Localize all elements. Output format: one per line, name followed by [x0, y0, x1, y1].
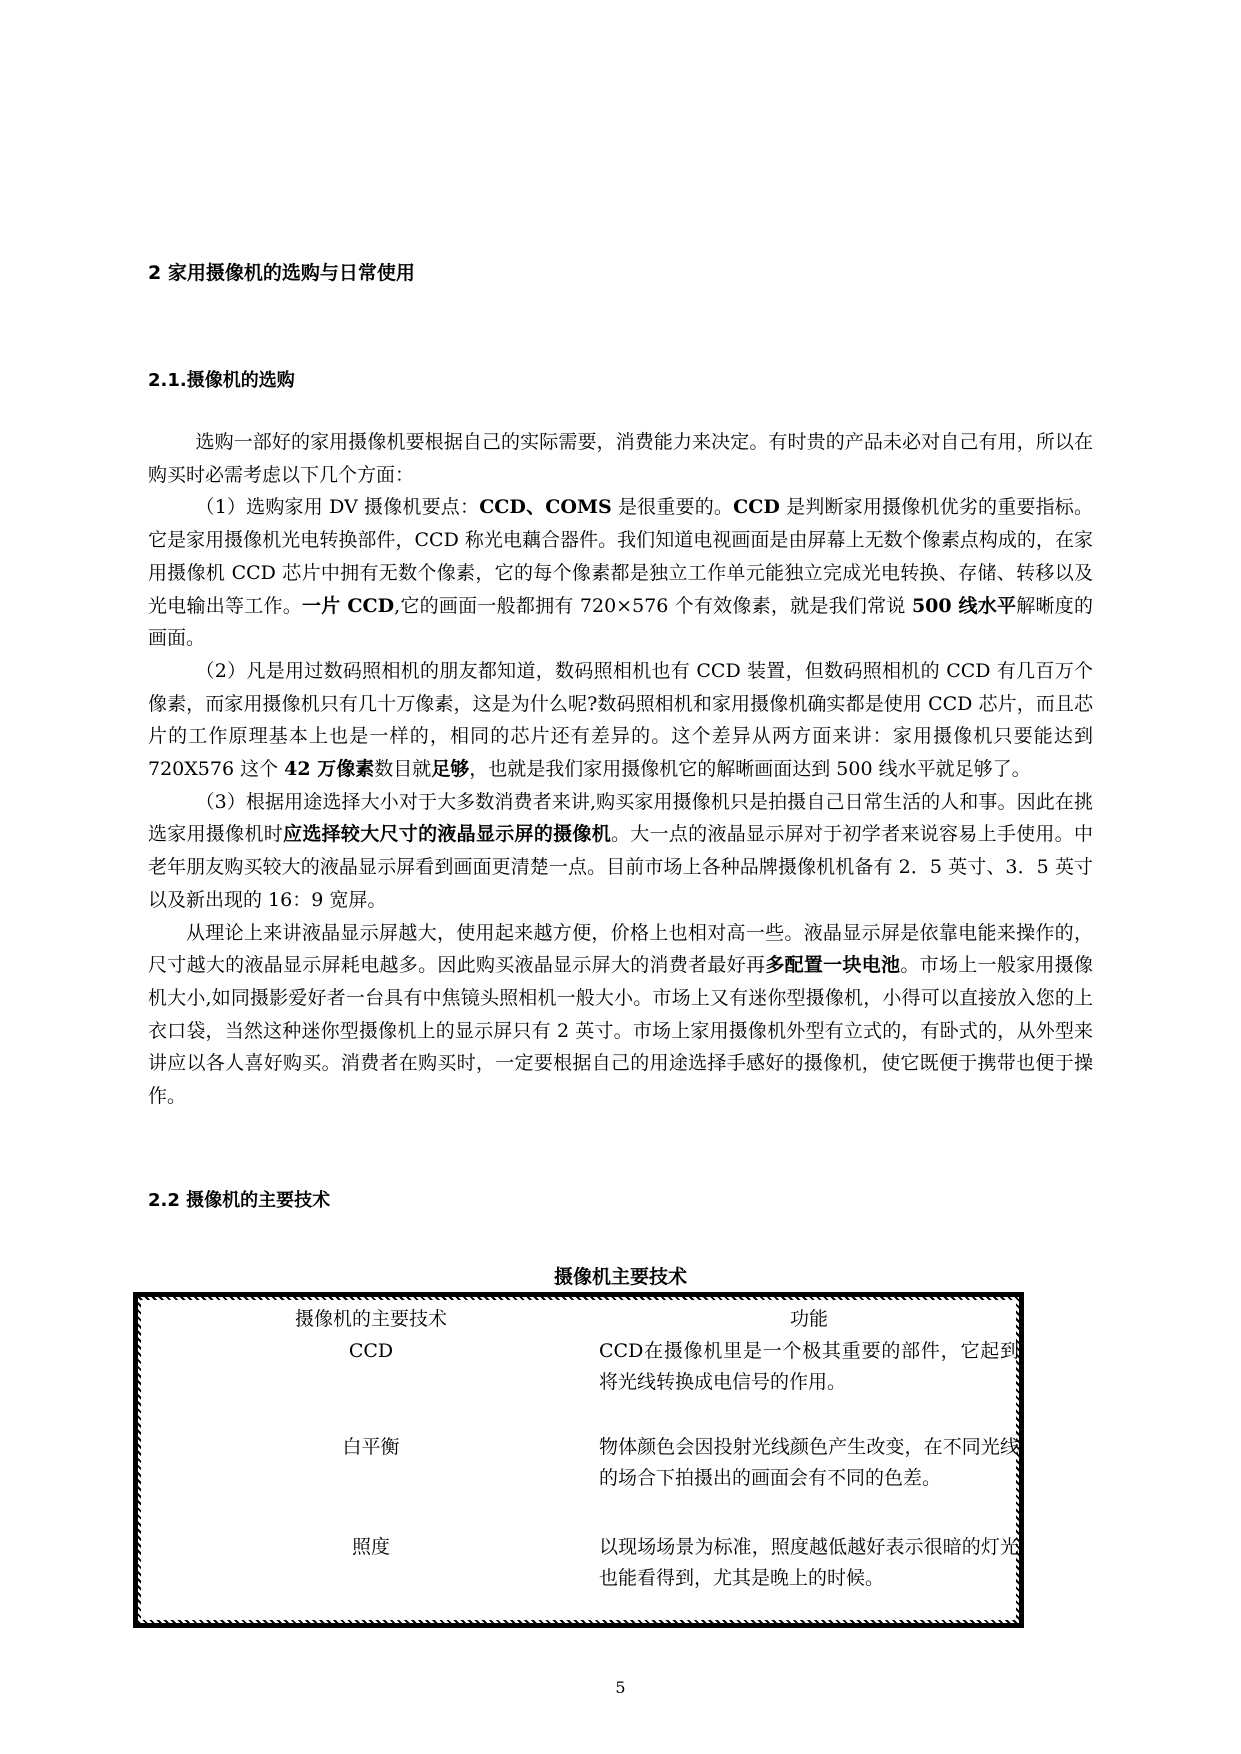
paragraph-intro: 选购一部好的家用摄像机要根据自己的实际需要，消费能力来决定。有时贵的产品未必对自己有用，所以在购买时必需考虑以下几个方面： [148, 431, 1093, 486]
paragraph-ccd: （1）选购家用 DV 摄像机要点：CCD、COMS 是很重要的。CCD 是判断家用摄像机优劣的重要指标。它是家用摄像机光电转换部件，CCD 称光电藕合器件。我们知道电视画面是由屏幕上无数个像素点构成的，在家用摄像机 CCD 芯片中拥有无数个像素，它的每个像素都是独立工作单元能独立完成光电转换、存储、转移以及光电输出等工作。一片 CCD,它的画面一般都拥有 720×576 个有效像素，就是我们常说 500 线水平解晰度的画面。 [148, 496, 1094, 650]
table-header-function: 功能 [789, 1308, 828, 1330]
chapter-heading: 2 家用摄像机的选购与日常使用 [148, 262, 415, 284]
table-cell-tech: 白平衡 [342, 1436, 400, 1458]
table-cell-tech: 照度 [351, 1536, 390, 1558]
body-text [148, 426, 1093, 1113]
tech-table [133, 1292, 1024, 1628]
table-caption: 摄像机主要技术 [553, 1266, 687, 1288]
paragraph-lcd: 从理论上来讲液晶显示屏越大，使用起来越方便，价格上也相对高一些。液晶显示屏是依靠电能来操作的，尺寸越大的液晶显示屏耗电越多。因此购买液晶显示屏大的消费者最好再多配置一块电池。市场上一般家用摄像机大小,如同摄影爱好者一台具有中焦镜头照相机一般大小。市场上又有迷你型摄像机，小得可以直接放入您的上衣口袋，当然这种迷你型摄像机上的显示屏只有 2 英寸。市场上家用摄像机外型有立式的，有卧式的，从外型来讲应以各人喜好购买。消费者在购买时，一定要根据自己的用途选择手感好的摄像机，使它既便于携带也便于操作。 [148, 921, 1093, 1108]
section-heading-2-2: 2.2 摄像机的主要技术 [148, 1190, 331, 1211]
table-cell-function: 以现场场景为标准，照度越低越好表示很暗的灯光也能看得到，尤其是晚上的时候。 [599, 1536, 1019, 1589]
table-cell-function: 物体颜色会因投射光线颜色产生改变，在不同光线的场合下拍摄出的画面会有不同的色差。 [599, 1436, 1019, 1489]
section-heading-2-1: 2.1.摄像机的选购 [148, 370, 295, 391]
tech-table-body [141, 1300, 1019, 1620]
table-header-tech: 摄像机的主要技术 [294, 1308, 447, 1330]
paragraph-pixels: （2）凡是用过数码照相机的朋友都知道，数码照相机也有 CCD 装置，但数码照相机的 CCD 有几百万个像素，而家用摄像机只有几十万像素，这是为什么呢?数码照相机和家用摄像机确实都是使用 CCD 芯片，而且芯片的工作原理基本上也是一样的，相同的芯片还有差异的。这个差异从两方面来讲：家用摄像机只要能达到 720X576 这个 42 万像素数目就足够，也就是我们家用摄像机它的解晰画面达到 500 线水平就足够了。 [148, 659, 1093, 781]
paragraph-size: （3）根据用途选择大小对于大多数消费者来讲,购买家用摄像机只是拍摄自己日常生活的人和事。因此在挑选家用摄像机时应选择较大尺寸的液晶显示屏的摄像机。大一点的液晶显示屏对于初学者来说容易上手使用。中老年朋友购买较大的液晶显示屏看到画面更清楚一点。目前市场上各种品牌摄像机机备有 2．5 英寸、3．5 英寸以及新出现的 16：9 宽屏。 [148, 790, 1093, 911]
table-cell-function: CCD在摄像机里是一个极其重要的部件，它起到将光线转换成电信号的作用。 [599, 1340, 1019, 1393]
page-number: 5 [615, 1678, 626, 1697]
table-cell-tech: CCD [348, 1340, 394, 1362]
